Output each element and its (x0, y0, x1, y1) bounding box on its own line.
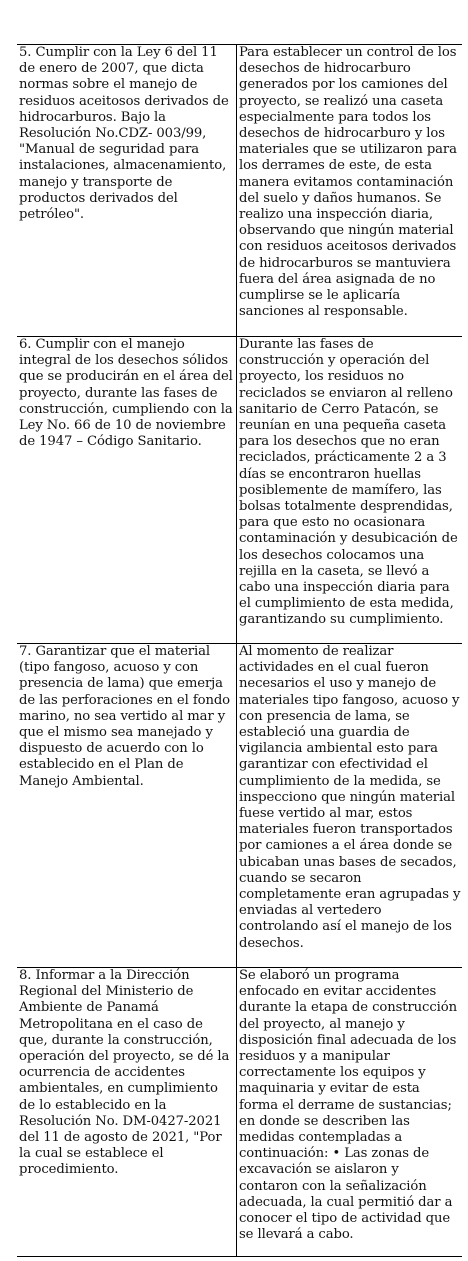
table-row (17, 968, 462, 1257)
table-row (17, 45, 462, 337)
table-row (17, 644, 462, 968)
requirement-cell: 8. Informar a la Dirección Regional del Ministerio de Ambiente de Panamá Metropolitana en el caso de que, durante la construcción, operación del proyecto, se dé la ocurrencia de accidentes ambientales, en cumplimiento de lo establecido en la Resolución No. DM-0427-2021 del 11 de agosto de 2021, "Por la cual se establece el procedimiento. (17, 968, 237, 1257)
compliance-cell: Al momento de realizar actividades en el cual fueron necesarios el uso y manejo de materiales tipo fangoso, acuoso y con presencia de lama, se estableció una guardia de vigilancia ambiental esto para garantizar con efectividad el cumplimiento de la medida, se inspecciono que ningún material fuese vertido al mar, estos materiales fueron transportados por camiones a el área donde se ubicaban unas bases de secados, cuando se secaron completamente eran agrupadas y enviadas al vertedero controlando así el manejo de los desechos. (237, 644, 463, 968)
compliance-cell: Para establecer un control de los desechos de hidrocarburo generados por los camiones del proyecto, se realizó una caseta especialmente para todos los desechos de hidrocarburo y los materiales que se utilizaron para los derrames de este, de esta manera evitamos contaminación del suelo y daños humanos. Se realizo una inspección diaria, observando que ningún material con residuos aceitosos derivados de hidrocarburos se mantuviera fuera del área asignada de no cumplirse se le aplicaría sanciones al responsable. (237, 45, 463, 337)
compliance-cell: Durante las fases de construcción y operación del proyecto, los residuos no reciclados se enviaron al relleno sanitario de Cerro Patacón, se reunían en una pequeña caseta para los desechos que no eran reciclados, prácticamente 2 a 3 días se encontraron huellas posiblemente de mamífero, las bolsas totalmente desprendidas, para que esto no ocasionara contaminación y desubicación de los desechos colocamos una rejilla en la caseta, se llevó a cabo una inspección diaria para el cumplimiento de esta medida, garantizando su cumplimiento. (237, 337, 463, 644)
requirement-cell: 7. Garantizar que el material (tipo fangoso, acuoso y con presencia de lama) que emerja de las perforaciones en el fondo marino, no sea vertido al mar y que el mismo sea manejado y dispuesto de acuerdo con lo establecido en el Plan de Manejo Ambiental. (17, 644, 237, 968)
table-row (17, 337, 462, 644)
compliance-table (17, 44, 462, 1257)
requirement-cell: 6. Cumplir con el manejo integral de los desechos sólidos que se producirán en el área del proyecto, durante las fases de construcción, cumpliendo con la Ley No. 66 de 10 de noviembre de 1947 – Código Sanitario. (17, 337, 237, 644)
requirement-cell: 5. Cumplir con la Ley 6 del 11 de enero de 2007, que dicta normas sobre el manejo de residuos aceitosos derivados de hidrocarburos. Bajo la Resolución No.CDZ- 003/99, "Manual de seguridad para instalaciones, almacenamiento, manejo y transporte de productos derivados del petróleo". (17, 45, 237, 337)
compliance-cell: Se elaboró un programa enfocado en evitar accidentes durante la etapa de construcción del proyecto, al manejo y disposición final adecuada de los residuos y a manipular correctamente los equipos y maquinaria y evitar de esta forma el derrame de sustancias; en donde se describen las medidas contempladas a continuación: • Las zonas de excavación se aislaron y contaron con la señalización adecuada, la cual permitió dar a conocer el tipo de actividad que se llevará a cabo. (237, 968, 463, 1257)
